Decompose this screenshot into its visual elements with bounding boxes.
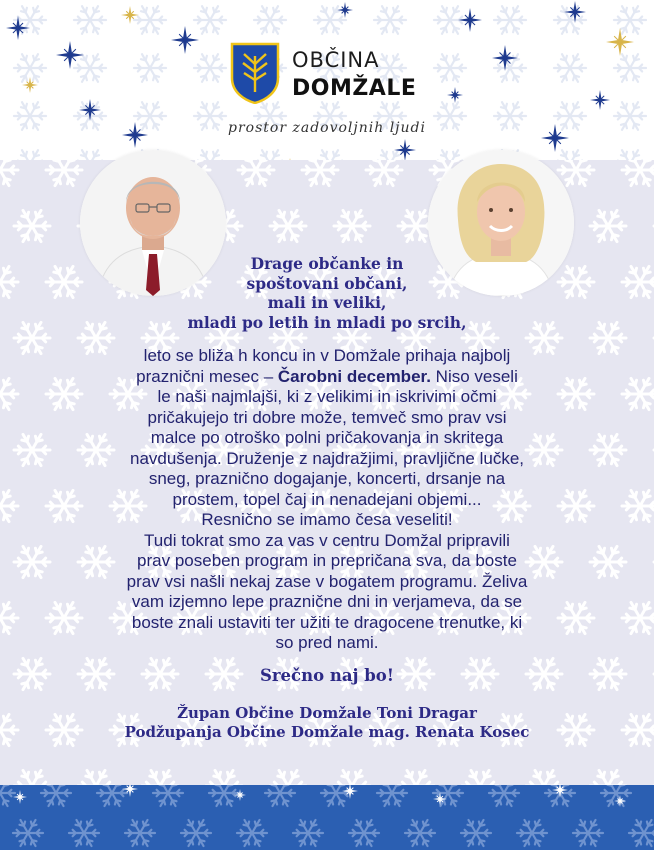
greeting-line: spoštovani občani,	[246, 273, 408, 293]
body-line: Tudi tokrat smo za vas v centru Domžal pripravili	[144, 530, 510, 550]
body-line: le naši najmlajši, ki z velikimi in iskrivimi očmi	[157, 387, 497, 406]
star-icon	[492, 45, 518, 71]
snowflake-icon	[237, 820, 267, 846]
snowflake-icon	[13, 820, 43, 846]
snowflake-icon	[526, 770, 562, 785]
body-line: malce po otroško polni pričakovanja in skritega	[150, 428, 504, 447]
snowflake-icon	[14, 210, 50, 241]
snowflake-icon	[125, 820, 155, 846]
body-line	[0, 367, 654, 388]
body-line: Resnično se imamo česa veseliti!	[201, 510, 453, 529]
snowflake-icon	[46, 160, 82, 186]
municipality-logo[interactable]	[230, 42, 430, 104]
snowflake-icon	[334, 210, 370, 241]
greeting-line: mali in veliki,	[267, 293, 387, 312]
letter-body	[0, 346, 654, 654]
snowflake-icon	[601, 785, 631, 806]
body-line: prostem, topel čaj in nenadejani objemi...	[172, 489, 482, 509]
body-line: boste znali ustaviti ter užiti te dragocene trenutke, ki	[131, 612, 523, 632]
snowflake-icon	[153, 785, 183, 806]
snowflake-icon	[558, 160, 594, 186]
greeting	[0, 254, 654, 332]
body-line: navdušenja. Druženje z najdražjimi, pravljične lučke,	[129, 448, 525, 468]
snowflake-icon	[461, 820, 491, 846]
star-icon	[337, 2, 353, 18]
footer-band	[0, 785, 654, 850]
snowflake-icon	[334, 770, 370, 785]
snowflake-icon	[629, 820, 654, 846]
greeting-line: Drage občanke in	[250, 254, 404, 273]
tagline: prostor zadovoljnih ljudi	[228, 120, 426, 136]
body-line: so pred nami.	[275, 633, 379, 652]
header	[0, 0, 654, 160]
snowflake-icon	[398, 770, 434, 785]
snowflake-icon	[590, 770, 626, 785]
snowflake-icon	[377, 785, 407, 806]
signatures	[0, 704, 654, 742]
body-line: leto se bliža h koncu in v Domžale prihaja najbolj	[143, 346, 511, 365]
star-icon	[171, 26, 199, 54]
logo-text-bottom: DOMŽALE	[292, 76, 417, 101]
body-line: prav poseben program in prepričana sva, da boste	[137, 551, 517, 570]
footer-snowflake-pattern	[0, 785, 654, 850]
coat-of-arms-icon	[230, 42, 280, 104]
snowflake-icon	[433, 785, 463, 806]
body-text-segment: praznični mesec –	[136, 366, 278, 386]
star-icon	[56, 41, 84, 69]
greeting-line: mladi po letih in mladi po srcih,	[187, 312, 467, 332]
event-name-highlight: Čarobni december.	[277, 366, 431, 386]
star-icon	[606, 28, 634, 56]
body-line: vam izjemno lepe praznične dni in verjameva, da se	[131, 592, 523, 611]
star-icon	[458, 8, 482, 32]
snowflake-icon	[181, 820, 211, 846]
star-icon	[79, 99, 101, 121]
snowflake-icon	[590, 210, 626, 241]
snowflake-icon	[517, 820, 547, 846]
body-text-segment: Niso veseli	[430, 366, 518, 386]
star-icon	[447, 87, 463, 103]
signature-mayor: Župan Občine Domžale Toni Dragar	[177, 704, 477, 722]
star-icon	[122, 785, 138, 797]
snowflake-icon	[142, 770, 178, 785]
snowflake-icon	[69, 820, 99, 846]
star-icon	[590, 90, 610, 110]
snowflake-icon	[14, 770, 50, 785]
logo-text-top: OBČINA	[292, 48, 380, 72]
snowflake-icon	[238, 160, 274, 186]
snowflake-icon	[206, 770, 242, 785]
body-line: prav vsi našli nekaj zase v bogatem programu. Želiva	[126, 571, 528, 591]
snowflake-icon	[270, 210, 306, 241]
snowflake-icon	[0, 160, 18, 186]
closing-wish: Srečno naj bo!	[259, 666, 395, 685]
snowflake-icon	[302, 160, 338, 186]
snowflake-icon	[41, 785, 71, 806]
snowflake-icon	[293, 820, 323, 846]
snowflake-icon	[265, 785, 295, 806]
snowflake-icon	[573, 820, 603, 846]
signature-deputy-mayor: Podžupanja Občine Domžale mag. Renata Kosec	[124, 723, 530, 741]
body-line: pričakujejo tri dobre može, temveč smo prav vsi	[147, 407, 507, 427]
snowflake-icon	[270, 770, 306, 785]
star-icon	[6, 16, 30, 40]
star-icon	[22, 77, 38, 93]
star-icon	[564, 1, 586, 23]
star-icon	[552, 785, 568, 798]
snowflake-icon	[462, 770, 498, 785]
snowflake-icon	[366, 160, 402, 186]
snowflake-icon	[78, 770, 114, 785]
snowflake-icon	[349, 820, 379, 846]
star-icon	[394, 139, 416, 160]
star-icon	[121, 6, 139, 24]
snowflake-icon	[622, 160, 654, 186]
snowflake-icon	[0, 785, 15, 806]
snowflake-icon	[489, 785, 519, 806]
snowflake-icon	[405, 820, 435, 846]
snowflake-icon	[97, 785, 127, 806]
snowflake-icon	[209, 785, 239, 806]
body-line: sneg, praznično dogajanje, koncerti, drsanje na	[148, 469, 506, 488]
